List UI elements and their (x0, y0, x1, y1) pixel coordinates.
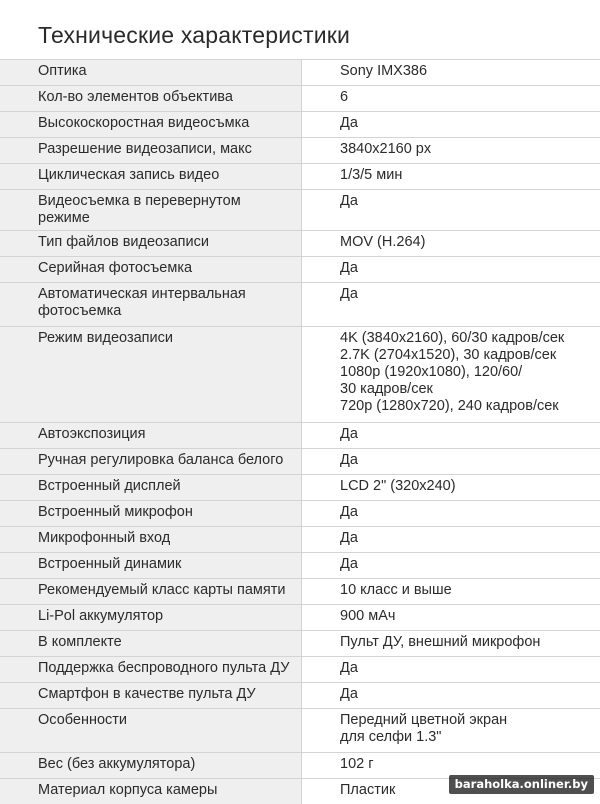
watermark: baraholka.onliner.by (449, 775, 594, 794)
spec-value-line: 6 (340, 89, 349, 105)
spec-row (0, 256, 600, 282)
spec-row (0, 708, 600, 752)
spec-row (0, 111, 600, 137)
spec-label: Серийная фотосъемка (0, 257, 302, 282)
spec-value (302, 283, 600, 326)
spec-value-line: LCD 2" (320x240) (340, 478, 456, 494)
spec-value (302, 423, 600, 448)
spec-value (302, 475, 600, 500)
spec-value-line: Пульт ДУ, внешний микрофон (340, 634, 541, 650)
spec-value-line: Да (340, 286, 358, 302)
spec-value-line: 1/3/5 мин (340, 167, 403, 183)
spec-value-line: Да (340, 504, 358, 520)
spec-row (0, 189, 600, 230)
spec-value-line: Да (340, 260, 358, 276)
spec-value (302, 605, 600, 630)
spec-row (0, 500, 600, 526)
spec-row (0, 630, 600, 656)
spec-table (0, 59, 600, 804)
spec-value-line: Да (340, 193, 358, 209)
spec-label: Оптика (0, 60, 302, 85)
spec-value (302, 579, 600, 604)
spec-value-line: Да (340, 660, 358, 676)
spec-value (302, 112, 600, 137)
spec-label: Видеосъемка в перевернутом режиме (0, 190, 302, 230)
spec-row (0, 552, 600, 578)
page-title: Технические характеристики (38, 22, 351, 48)
spec-row (0, 682, 600, 708)
spec-value-line: 10 класс и выше (340, 582, 452, 598)
spec-value (302, 164, 600, 189)
spec-row (0, 474, 600, 500)
spec-row (0, 282, 600, 326)
spec-value-line: 30 кадров/сек (340, 381, 433, 397)
spec-value-line: Да (340, 452, 358, 468)
spec-value (302, 257, 600, 282)
spec-value (302, 231, 600, 256)
spec-label: Материал корпуса камеры (0, 779, 302, 804)
spec-value-line: Да (340, 115, 358, 131)
spec-label: Рекомендуемый класс карты памяти (0, 579, 302, 604)
spec-value-line: Передний цветной экран (340, 712, 508, 728)
spec-value-line: 1080p (1920x1080), 120/60/ (340, 364, 523, 380)
spec-value (302, 657, 600, 682)
spec-label: Автоматическая интервальная фотосъемка (0, 283, 302, 326)
spec-value-line: Да (340, 426, 358, 442)
spec-label: Особенности (0, 709, 302, 752)
spec-label: Встроенный динамик (0, 553, 302, 578)
spec-value-line: 3840x2160 px (340, 141, 432, 157)
spec-value (302, 527, 600, 552)
spec-row (0, 526, 600, 552)
spec-value (302, 190, 600, 230)
spec-value-line: Пластик (340, 782, 396, 798)
spec-value (302, 631, 600, 656)
spec-value-line: 4K (3840x2160), 60/30 кадров/сек (340, 330, 565, 346)
spec-label: Вес (без аккумулятора) (0, 753, 302, 778)
spec-value-line: 102 г (340, 756, 374, 772)
spec-label: В комплекте (0, 631, 302, 656)
spec-value-line: MOV (H.264) (340, 234, 426, 250)
spec-row (0, 326, 600, 422)
spec-label: Разрешение видеозаписи, макс (0, 138, 302, 163)
spec-label: Поддержка беспроводного пульта ДУ (0, 657, 302, 682)
spec-row (0, 448, 600, 474)
spec-value (302, 683, 600, 708)
spec-value (302, 138, 600, 163)
spec-label: Li-Pol аккумулятор (0, 605, 302, 630)
spec-value (302, 449, 600, 474)
spec-label: Микрофонный вход (0, 527, 302, 552)
spec-value-line: 2.7K (2704x1520), 30 кадров/сек (340, 347, 557, 363)
spec-value-line: Да (340, 686, 358, 702)
spec-label: Циклическая запись видео (0, 164, 302, 189)
spec-value-line: 900 мАч (340, 608, 396, 624)
spec-value-line: Sony IMX386 (340, 63, 428, 79)
spec-label: Тип файлов видеозаписи (0, 231, 302, 256)
spec-row (0, 422, 600, 448)
spec-value (302, 86, 600, 111)
spec-row (0, 578, 600, 604)
spec-label: Встроенный дисплей (0, 475, 302, 500)
spec-value (302, 709, 600, 752)
spec-value-line: Да (340, 556, 358, 572)
spec-row (0, 230, 600, 256)
spec-value-line: 720p (1280x720), 240 кадров/сек (340, 398, 559, 414)
spec-value-line: для селфи 1.3" (340, 729, 442, 745)
spec-row (0, 604, 600, 630)
spec-value-line: Да (340, 530, 358, 546)
spec-value (302, 327, 600, 422)
spec-value (302, 60, 600, 85)
spec-row (0, 137, 600, 163)
spec-label: Кол-во элементов объектива (0, 86, 302, 111)
spec-label: Высокоскоростная видеосъмка (0, 112, 302, 137)
spec-row (0, 85, 600, 111)
spec-value (302, 553, 600, 578)
spec-label: Режим видеозаписи (0, 327, 302, 422)
spec-row (0, 656, 600, 682)
spec-value (302, 501, 600, 526)
spec-label: Автоэкспозиция (0, 423, 302, 448)
spec-label: Смартфон в качестве пульта ДУ (0, 683, 302, 708)
spec-row (0, 59, 600, 85)
spec-label: Ручная регулировка баланса белого (0, 449, 302, 474)
spec-label: Встроенный микрофон (0, 501, 302, 526)
spec-row (0, 163, 600, 189)
